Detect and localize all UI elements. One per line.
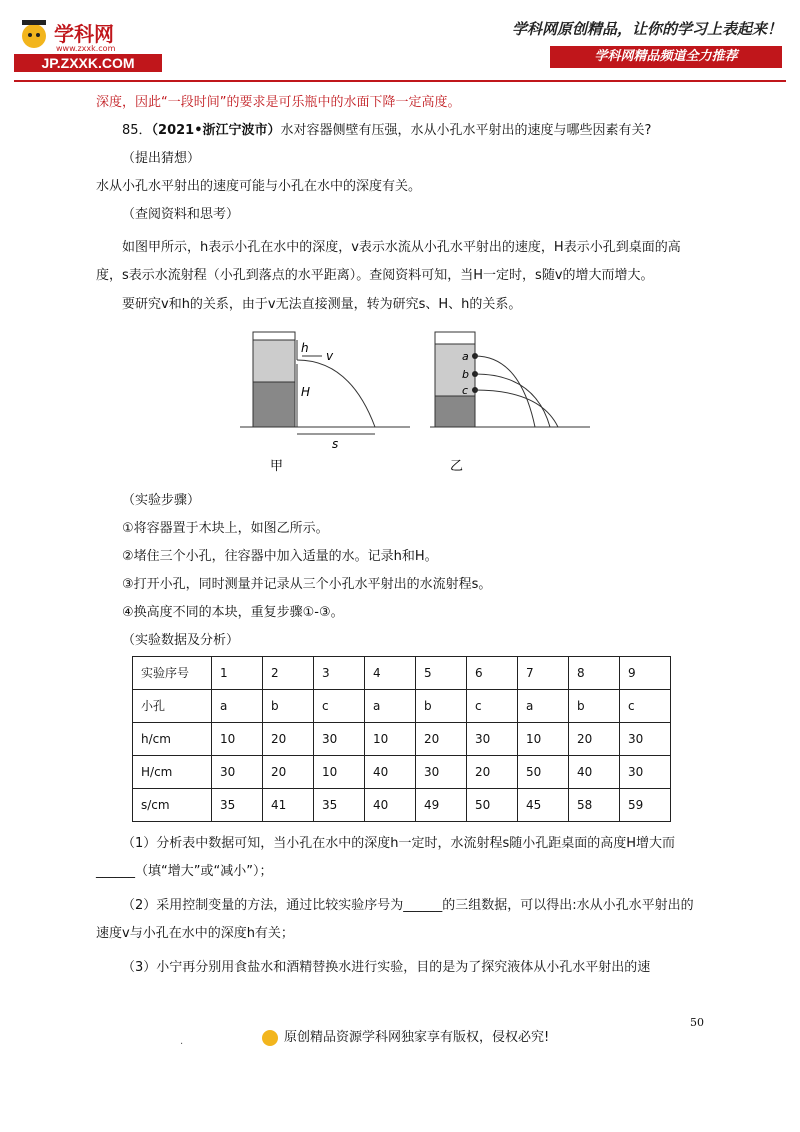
step-2: ②堵住三个小孔，往容器中加入适量的水。记录h和H。	[122, 549, 438, 564]
table-cell: 40	[365, 756, 416, 789]
table-row	[133, 756, 671, 789]
mascot-icon	[262, 1030, 278, 1046]
question-3: （3）小宁再分别用食盐水和酒精替换水进行实验，目的是为了探究液体从小孔水平射出的速	[122, 960, 651, 975]
label-h: h	[301, 341, 309, 355]
section-research-text: 如图甲所示，h表示小孔在水中的深度，v表示水流从小孔水平射出的速度，H表示小孔到桌面的高度，s表示水流射程（小孔到落点的水平距离）。查阅资料可知，当H一定时，s随v的增大而增大。	[96, 240, 681, 283]
question-1: （1）分析表中数据可知，当小孔在水中的深度h一定时，水流射程s随小孔距桌面的高度H增大而______（填“增大”或“减小”）；	[96, 836, 676, 879]
table-cell: a	[212, 690, 263, 723]
continued-line: 深度，因此“一段时间”的要求是可乐瓶中的水面下降一定高度。	[96, 95, 461, 110]
logo-text: 学科网	[54, 22, 114, 46]
table-row	[133, 789, 671, 822]
table-cell: b	[263, 690, 314, 723]
question-text: 水对容器侧壁有压强，水从小孔水平射出的速度与哪些因素有关?	[280, 123, 652, 138]
table-cell: c	[314, 690, 365, 723]
table-cell: 6	[467, 657, 518, 690]
table-cell: 20	[569, 723, 620, 756]
question-number: 85．	[122, 123, 152, 138]
table-cell: 30	[416, 756, 467, 789]
table-cell: 3	[314, 657, 365, 690]
label-b: b	[462, 368, 469, 381]
page-number: 50	[690, 1016, 704, 1029]
table-cell: 4	[365, 657, 416, 690]
figure-label-jia: 甲	[270, 459, 284, 474]
site-logo[interactable]	[14, 16, 164, 76]
table-cell: 45	[518, 789, 569, 822]
table-cell: 小孔	[133, 690, 212, 723]
document-body	[96, 94, 706, 988]
table-cell: 50	[467, 789, 518, 822]
table-cell: 30	[314, 723, 365, 756]
question-source: （2021•浙江宁波市）	[151, 123, 281, 138]
table-cell: 30	[212, 756, 263, 789]
figures	[96, 324, 706, 474]
step-3: ③打开小孔，同时测量并记录从三个小孔水平射出的水流射程s。	[122, 577, 492, 592]
question-stem	[96, 122, 706, 140]
table-cell: 20	[263, 723, 314, 756]
logo-url: JP.ZXXK.COM	[14, 54, 162, 72]
copyright-text: 原创精品资源学科网独家享有版权，侵权必究!	[284, 1030, 550, 1045]
label-v: v	[326, 349, 334, 363]
table-cell: 10	[314, 756, 365, 789]
section-hypothesis-title: （提出猜想）	[122, 151, 201, 166]
header-divider	[14, 80, 786, 82]
table-cell: 10	[212, 723, 263, 756]
table-cell: 35	[314, 789, 365, 822]
header-slogan: 学科网原创精品，让你的学习上表起来！	[511, 20, 782, 38]
table-cell: H/cm	[133, 756, 212, 789]
table-cell: h/cm	[133, 723, 212, 756]
table-cell: 9	[620, 657, 671, 690]
table-cell: 8	[569, 657, 620, 690]
table-cell: a	[365, 690, 416, 723]
question-2: （2）采用控制变量的方法，通过比较实验序号为______的三组数据，可以得出:水从小孔水平射出的速度v与小孔在水中的深度h有关；	[96, 898, 694, 941]
table-cell: 1	[212, 657, 263, 690]
section-research-title: （查阅资料和思考）	[122, 207, 240, 222]
table-cell: 41	[263, 789, 314, 822]
step-4: ④换高度不同的本块，重复步骤①-③。	[122, 605, 344, 620]
channel-banner: 学科网精品频道全力推荐	[550, 46, 782, 68]
label-a: a	[462, 350, 469, 363]
data-table	[132, 656, 671, 822]
mascot-icon	[16, 16, 52, 52]
table-row	[133, 690, 671, 723]
table-cell: 5	[416, 657, 467, 690]
table-cell: b	[416, 690, 467, 723]
table-cell: 20	[416, 723, 467, 756]
table-cell: 2	[263, 657, 314, 690]
table-cell: 30	[467, 723, 518, 756]
section-data-title: （实验数据及分析）	[122, 633, 240, 648]
table-cell: 59	[620, 789, 671, 822]
section-steps-title: （实验步骤）	[122, 493, 201, 508]
table-cell: 40	[365, 789, 416, 822]
table-row	[133, 657, 671, 690]
section-research-text-2: 要研究v和h的关系，由于v无法直接测量，转为研究s、H、h的关系。	[122, 297, 522, 312]
table-cell: 20	[263, 756, 314, 789]
table-cell: 20	[467, 756, 518, 789]
footer	[262, 1026, 549, 1046]
label-H: H	[301, 385, 311, 399]
table-cell: c	[467, 690, 518, 723]
table-cell: 实验序号	[133, 657, 212, 690]
table-cell: 10	[365, 723, 416, 756]
table-cell: 30	[620, 756, 671, 789]
table-cell: 7	[518, 657, 569, 690]
table-cell: 49	[416, 789, 467, 822]
table-cell: 30	[620, 723, 671, 756]
section-hypothesis-text: 水从小孔水平射出的速度可能与小孔在水中的深度有关。	[96, 179, 422, 194]
table-cell: c	[620, 690, 671, 723]
table-cell: 58	[569, 789, 620, 822]
table-cell: s/cm	[133, 789, 212, 822]
label-c: c	[462, 384, 469, 397]
table-cell: 40	[569, 756, 620, 789]
table-cell: 35	[212, 789, 263, 822]
logo-subtext: www.zxxk.com	[56, 44, 116, 53]
table-cell: a	[518, 690, 569, 723]
step-1: ①将容器置于木块上，如图乙所示。	[122, 521, 329, 536]
figure-label-yi: 乙	[450, 459, 464, 474]
figure-jia	[240, 324, 600, 474]
table-row	[133, 723, 671, 756]
table-cell: 10	[518, 723, 569, 756]
table-cell: 50	[518, 756, 569, 789]
page-header	[0, 0, 800, 80]
table-cell: b	[569, 690, 620, 723]
label-s: s	[332, 437, 339, 451]
footer-dot: .	[180, 1036, 184, 1047]
